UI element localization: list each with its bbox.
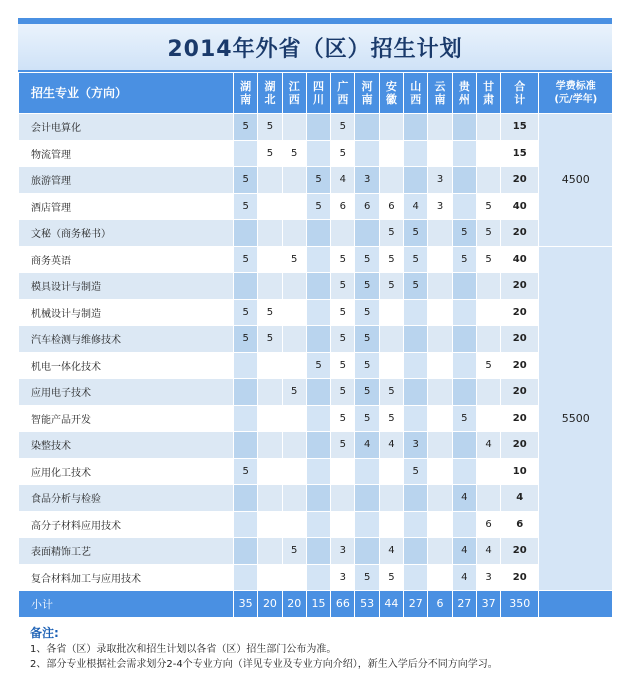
note-line-2: 2、部分专业根据社会需求划分2-4个专业方向（详见专业及专业方向介绍），新生入学后分不同方向学习。 [30,659,498,670]
quota-cell [282,458,306,485]
quota-cell [306,432,330,459]
quota-cell: 5 [404,273,428,300]
quota-cell [476,140,500,167]
quota-cell [306,538,330,565]
major-cell: 会计电算化 [19,114,234,141]
quota-cell: 6 [476,511,500,538]
table-row [19,511,613,538]
quota-cell: 5 [234,114,258,141]
quota-cell [306,326,330,353]
quota-cell: 5 [234,193,258,220]
quota-cell: 5 [331,273,355,300]
province-header: 河 南 [355,73,379,114]
quota-cell [282,220,306,247]
quota-cell [282,432,306,459]
quota-cell [355,538,379,565]
quota-cell [355,511,379,538]
quota-cell [404,485,428,512]
table-row [19,458,613,485]
quota-cell [331,485,355,512]
quota-cell [452,273,476,300]
quota-cell: 4 [452,485,476,512]
quota-cell [452,326,476,353]
quota-cell: 5 [234,167,258,194]
major-cell: 表面精饰工艺 [19,538,234,565]
quota-cell [282,564,306,591]
row-total-cell: 40 [501,246,539,273]
quota-cell: 5 [355,379,379,406]
quota-cell [258,273,282,300]
table-row [19,246,613,273]
table-row [19,326,613,353]
quota-cell: 5 [331,114,355,141]
table-row [19,405,613,432]
quota-cell [234,379,258,406]
quota-cell [258,511,282,538]
subtotal-cell: 27 [452,591,476,618]
quota-cell [234,405,258,432]
quota-cell [428,246,452,273]
row-total-cell: 20 [501,564,539,591]
quota-cell: 5 [331,140,355,167]
major-cell: 高分子材料应用技术 [19,511,234,538]
quota-cell [404,405,428,432]
subtotal-label: 小计 [19,591,234,618]
major-cell: 物流管理 [19,140,234,167]
quota-cell: 5 [355,273,379,300]
enrollment-plan-table [18,72,613,618]
major-cell: 模具设计与制造 [19,273,234,300]
quota-cell: 6 [379,193,403,220]
quota-cell: 4 [355,432,379,459]
province-header: 四 川 [306,73,330,114]
quota-cell: 5 [258,140,282,167]
quota-cell: 5 [355,352,379,379]
row-total-cell: 20 [501,273,539,300]
subtotal-cell: 20 [258,591,282,618]
quota-cell [282,485,306,512]
row-total-cell: 20 [501,220,539,247]
quota-cell [428,405,452,432]
major-cell: 旅游管理 [19,167,234,194]
table-row [19,299,613,326]
quota-cell [282,167,306,194]
table-header-row [19,73,613,114]
quota-cell [355,140,379,167]
quota-cell: 5 [404,458,428,485]
quota-cell [306,299,330,326]
quota-cell [428,273,452,300]
quota-cell [404,538,428,565]
quota-cell: 5 [379,405,403,432]
quota-cell [306,511,330,538]
quota-cell [258,379,282,406]
quota-cell [428,538,452,565]
quota-cell [428,432,452,459]
quota-cell [234,273,258,300]
quota-cell: 4 [476,432,500,459]
quota-cell: 5 [379,246,403,273]
quota-cell [331,511,355,538]
notes-title: 备注: [30,626,59,640]
row-total-cell: 20 [501,299,539,326]
province-header: 湖 南 [234,73,258,114]
quota-cell [234,564,258,591]
quota-cell: 5 [258,114,282,141]
quota-cell: 5 [476,220,500,247]
quota-cell [306,220,330,247]
subtotal-cell: 53 [355,591,379,618]
quota-cell: 5 [331,379,355,406]
province-header: 贵 州 [452,73,476,114]
quota-cell: 4 [379,432,403,459]
subtotal-cell: 37 [476,591,500,618]
quota-cell [404,167,428,194]
quota-cell [258,564,282,591]
quota-cell [234,140,258,167]
quota-cell [258,246,282,273]
quota-cell: 5 [379,379,403,406]
quota-cell: 3 [355,167,379,194]
quota-cell [306,379,330,406]
major-cell: 智能产品开发 [19,405,234,432]
quota-cell [258,167,282,194]
quota-cell [355,458,379,485]
quota-cell [428,352,452,379]
quota-cell [234,432,258,459]
quota-cell: 5 [355,246,379,273]
quota-cell: 5 [476,193,500,220]
quota-cell: 5 [282,379,306,406]
province-header: 甘 肃 [476,73,500,114]
table-row [19,220,613,247]
quota-cell: 3 [476,564,500,591]
quota-cell [258,220,282,247]
major-cell: 机械设计与制造 [19,299,234,326]
quota-cell: 5 [331,432,355,459]
quota-cell [476,167,500,194]
subtotal-cell: 27 [404,591,428,618]
quota-cell: 5 [476,352,500,379]
table-row [19,114,613,141]
table-row [19,273,613,300]
quota-cell [404,299,428,326]
quota-cell [452,458,476,485]
quota-cell: 5 [355,326,379,353]
table-row [19,140,613,167]
quota-cell [282,326,306,353]
quota-cell [258,405,282,432]
quota-cell: 5 [258,326,282,353]
quota-cell [404,140,428,167]
quota-cell [452,379,476,406]
quota-cell [379,167,403,194]
province-header: 江 西 [282,73,306,114]
quota-cell [452,114,476,141]
quota-cell [428,140,452,167]
quota-cell: 6 [355,193,379,220]
subtotal-empty-cell [539,591,613,618]
quota-cell [282,511,306,538]
quota-cell [452,511,476,538]
major-cell: 食品分析与检验 [19,485,234,512]
quota-cell [476,379,500,406]
quota-cell: 4 [452,564,476,591]
major-cell: 商务英语 [19,246,234,273]
quota-cell [306,246,330,273]
major-cell: 汽车检测与维修技术 [19,326,234,353]
quota-cell [404,511,428,538]
quota-cell [452,352,476,379]
quota-cell: 4 [331,167,355,194]
major-cell: 机电一体化技术 [19,352,234,379]
page-title: 2014年外省（区）招生计划 [18,24,612,70]
quota-cell [306,273,330,300]
notes-section [30,626,610,672]
quota-cell [428,326,452,353]
province-header: 湖 北 [258,73,282,114]
quota-cell [452,140,476,167]
quota-cell [234,352,258,379]
row-total-cell: 4 [501,485,539,512]
table-row [19,167,613,194]
quota-cell [258,352,282,379]
quota-cell: 5 [452,405,476,432]
quota-cell [476,458,500,485]
quota-cell: 6 [331,193,355,220]
quota-cell: 5 [331,299,355,326]
quota-cell [404,114,428,141]
table-row [19,379,613,406]
quota-cell [404,564,428,591]
quota-cell [258,432,282,459]
quota-cell [428,379,452,406]
quota-cell: 5 [355,299,379,326]
quota-cell [282,114,306,141]
subtotal-cell: 20 [282,591,306,618]
province-header: 安 徽 [379,73,403,114]
quota-cell: 5 [282,140,306,167]
quota-cell: 5 [282,246,306,273]
quota-cell [428,511,452,538]
quota-cell [282,193,306,220]
quota-cell: 5 [234,299,258,326]
quota-cell: 5 [234,326,258,353]
major-cell: 应用电子技术 [19,379,234,406]
quota-cell [379,299,403,326]
quota-cell [258,458,282,485]
quota-cell [234,220,258,247]
province-header: 山 西 [404,73,428,114]
table-row [19,564,613,591]
quota-cell: 5 [306,193,330,220]
quota-cell: 5 [306,352,330,379]
quota-cell [306,140,330,167]
row-total-cell: 20 [501,538,539,565]
quota-cell [258,538,282,565]
major-cell: 染整技术 [19,432,234,459]
quota-cell [476,485,500,512]
subtotal-cell: 66 [331,591,355,618]
quota-cell: 5 [404,220,428,247]
quota-cell [331,458,355,485]
fee-header: 学费标准 (元/学年) [539,73,613,114]
quota-cell [404,379,428,406]
province-header: 云 南 [428,73,452,114]
quota-cell: 4 [379,538,403,565]
quota-cell [379,458,403,485]
quota-cell [428,220,452,247]
table-row [19,485,613,512]
quota-cell [355,220,379,247]
quota-cell [428,485,452,512]
quota-cell [258,485,282,512]
quota-cell [282,299,306,326]
major-column-header: 招生专业（方向） [19,73,234,114]
quota-cell: 5 [379,220,403,247]
quota-cell [379,485,403,512]
quota-cell [476,326,500,353]
quota-cell: 5 [452,246,476,273]
fee-cell: 4500 [539,114,613,247]
quota-cell [282,352,306,379]
subtotal-cell: 35 [234,591,258,618]
table-row [19,193,613,220]
quota-cell [282,273,306,300]
quota-cell [428,299,452,326]
quota-cell [306,405,330,432]
quota-cell [452,167,476,194]
major-cell: 应用化工技术 [19,458,234,485]
quota-cell: 5 [258,299,282,326]
row-total-cell: 20 [501,432,539,459]
quota-cell [379,511,403,538]
major-cell: 复合材料加工与应用技术 [19,564,234,591]
quota-cell [428,114,452,141]
quota-cell: 5 [331,352,355,379]
quota-cell: 4 [452,538,476,565]
quota-cell: 5 [355,405,379,432]
row-total-cell: 15 [501,140,539,167]
row-total-cell: 20 [501,326,539,353]
quota-cell [306,485,330,512]
quota-cell [282,405,306,432]
quota-cell [379,352,403,379]
quota-cell [476,405,500,432]
table-row [19,352,613,379]
row-total-cell: 10 [501,458,539,485]
province-header: 广 西 [331,73,355,114]
quota-cell [306,458,330,485]
major-cell: 酒店管理 [19,193,234,220]
quota-cell [452,299,476,326]
quota-cell [379,140,403,167]
quota-cell: 5 [331,246,355,273]
quota-cell: 5 [379,564,403,591]
quota-cell [428,458,452,485]
subtotal-cell: 15 [306,591,330,618]
quota-cell: 5 [355,564,379,591]
quota-cell: 4 [476,538,500,565]
quota-cell [234,538,258,565]
row-total-cell: 6 [501,511,539,538]
row-total-cell: 40 [501,193,539,220]
quota-cell: 5 [306,167,330,194]
quota-cell: 5 [379,273,403,300]
major-cell: 文秘（商务秘书） [19,220,234,247]
quota-cell [476,114,500,141]
quota-cell [476,299,500,326]
quota-cell: 3 [428,167,452,194]
quota-cell: 3 [331,538,355,565]
quota-cell [331,220,355,247]
quota-cell [355,114,379,141]
quota-cell [258,193,282,220]
quota-cell: 3 [428,193,452,220]
quota-cell: 5 [476,246,500,273]
quota-cell [234,485,258,512]
quota-cell: 5 [234,458,258,485]
quota-cell [452,193,476,220]
quota-cell [379,114,403,141]
quota-cell [476,273,500,300]
table-row [19,432,613,459]
quota-cell: 3 [331,564,355,591]
table-row [19,538,613,565]
quota-cell: 5 [331,326,355,353]
row-total-cell: 15 [501,114,539,141]
quota-cell [355,485,379,512]
quota-cell: 4 [404,193,428,220]
row-total-cell: 20 [501,167,539,194]
subtotal-cell: 6 [428,591,452,618]
quota-cell [404,352,428,379]
subtotal-cell: 44 [379,591,403,618]
quota-cell: 5 [404,246,428,273]
note-line-1: 1、各省（区）录取批次和招生计划以各省（区）招生部门公布为准。 [30,644,337,655]
quota-cell [428,564,452,591]
quota-cell: 5 [282,538,306,565]
quota-cell: 5 [452,220,476,247]
quota-cell [452,432,476,459]
subtotal-total: 350 [501,591,539,618]
quota-cell: 3 [404,432,428,459]
quota-cell [404,326,428,353]
subtotal-row [19,591,613,618]
quota-cell [306,114,330,141]
fee-cell: 5500 [539,246,613,591]
quota-cell [379,326,403,353]
quota-cell: 5 [234,246,258,273]
quota-cell: 5 [331,405,355,432]
row-total-cell: 20 [501,379,539,406]
row-total-cell: 20 [501,405,539,432]
row-total-cell: 20 [501,352,539,379]
quota-cell [306,564,330,591]
total-header: 合 计 [501,73,539,114]
quota-cell [234,511,258,538]
